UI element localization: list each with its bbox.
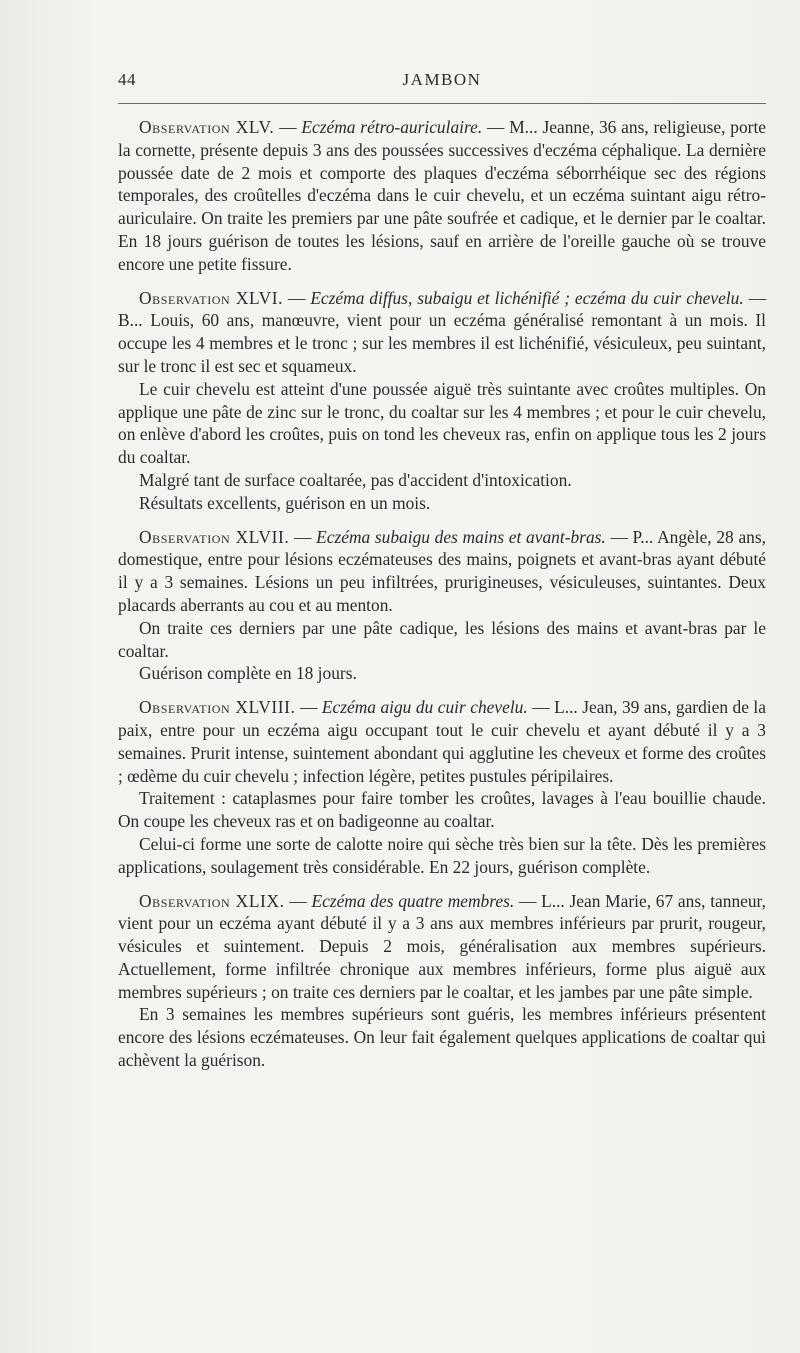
- observation-label: Observation XLVIII.: [139, 697, 296, 718]
- observation-paragraph: Observation XLVII. — Eczéma subaigu des mains et avant-bras. — P... Angèle, 28 ans, domestique, entre pour lésions eczémateuses des mains, poignets et avant-bras ayant débuté il y a 3 semaines. Lésions un peu infiltrées, prurigineuses, vésiculeuses, suintantes. Deux placards aberrants au cou et au menton.: [118, 526, 766, 615]
- observation-paragraph: Observation XLVI. — Eczéma diffus, subaigu et lichénifié ; eczéma du cuir chevelu. — B... Louis, 60 ans, manœuvre, vient pour un eczéma généralisé remontant à un mois. Il occupe les 4 membres et le tronc ; sur les membres il est lichénifié, vésiculeux, peu suintant, sur le tronc il est sec et squameux.: [118, 287, 766, 376]
- observation-text: — L... Jean Marie, 67 ans, tanneur, vient pour un eczéma ayant débuté il y a 3 ans aux membres inférieurs par prurit, rougeur, vésicules et suintement. Depuis 2 mois, généralisation aux membres supérieurs. Actuellement, forme infiltrée chronique aux membres inférieurs, forme plus aiguë aux membres supérieurs ; on traite ces derniers par le coaltar, et les jambes par une pâte simple.: [118, 890, 766, 1002]
- observation-paragraph: On traite ces derniers par une pâte cadique, les lésions des mains et avant-bras par le coaltar.: [118, 617, 766, 661]
- observation-label: Observation XLVII.: [139, 526, 290, 547]
- observation-paragraph: Observation XLV. — Eczéma rétro-auriculaire. — M... Jeanne, 36 ans, religieuse, porte la cornette, présente depuis 3 ans des poussées successives d'eczéma céphalique. La dernière poussée date de 2 mois et comporte des plaques d'eczéma séborrhéique sec des régions temporales, des croûtelles d'eczéma dans le cuir chevelu, et un eczéma suintant aigu rétro-auriculaire. On traite les premiers par une pâte soufrée et cadique, et le dernier par le coaltar. En 18 jours guérison de toutes les lésions, sauf en arrière de l'oreille gauche où se trouve encore une petite fissure.: [118, 117, 767, 274]
- observation-text: — B... Louis, 60 ans, manœuvre, vient pour un eczéma généralisé remontant à un mois. Il occupe les 4 membres et le tronc ; sur les membres il est lichénifié, vésiculeux, peu suintant, sur le tronc il est sec et squameux.: [118, 287, 766, 376]
- observation-paragraph: Observation XLIX. — Eczéma des quatre membres. — L... Jean Marie, 67 ans, tanneur, vient pour un eczéma ayant débuté il y a 3 ans aux membres inférieurs par prurit, rougeur, vésicules et suintement. Depuis 2 mois, généralisation aux membres supérieurs. Actuellement, forme infiltrée chronique aux membres inférieurs, forme plus aiguë aux membres supérieurs ; on traite ces derniers par le coaltar, et les jambes par une pâte simple.: [118, 890, 766, 1002]
- observation-text: — P... Angèle, 28 ans, domestique, entre pour lésions eczémateuses des mains, poignets et avant-bras ayant débuté il y a 3 semaines. Lésions un peu infiltrées, prurigineuses, vésiculeuses, suintantes. Deux placards aberrants au cou et au menton.: [118, 526, 766, 615]
- observation-paragraph: Traitement : cataplasmes pour faire tomber les croûtes, lavages à l'eau bouillie chaude. On coupe les cheveux ras et on badigeonne au coaltar.: [118, 788, 766, 832]
- observation-title: Eczéma diffus, subaigu et lichénifié ; eczéma du cuir chevelu.: [310, 287, 744, 308]
- observation-paragraph: Guérison complète en 18 jours.: [139, 663, 357, 684]
- observation-label: Observation XLVI.: [139, 287, 284, 308]
- observation-label: Observation XLIX.: [139, 890, 285, 911]
- observation-text: — M... Jeanne, 36 ans, religieuse, porte la cornette, présente depuis 3 ans des poussées successives d'eczéma céphalique. La dernière poussée date de 2 mois et comporte des plaques d'eczéma séborrhéique sec des régions temporales, des croûtelles d'eczéma dans le cuir chevelu, et un eczéma suintant aigu rétro-auriculaire. On traite les premiers par une pâte soufrée et cadique, et le dernier par le coaltar. En 18 jours guérison de toutes les lésions, sauf en arrière de l'oreille gauche où se trouve encore une petite fissure.: [118, 117, 767, 274]
- running-head: JAMBON: [402, 70, 482, 89]
- observation-paragraph: Résultats excellents, guérison en un mois.: [139, 492, 431, 513]
- observation-title: Eczéma subaigu des mains et avant-bras.: [316, 526, 606, 547]
- observation-45: [118, 116, 766, 276]
- header-rule: [118, 103, 766, 104]
- observation-48: [118, 696, 766, 878]
- observation-47: [118, 526, 766, 686]
- observation-49: [118, 890, 766, 1072]
- observation-title: Eczéma aigu du cuir chevelu.: [321, 697, 528, 718]
- page-header: [118, 70, 766, 100]
- observation-label: Observation XLV.: [139, 117, 275, 137]
- observation-paragraph: Malgré tant de surface coaltarée, pas d'accident d'intoxication.: [139, 469, 572, 490]
- observation-title: Eczéma des quatre membres.: [311, 890, 515, 911]
- observation-46: [118, 287, 766, 515]
- page-body: [118, 116, 766, 1083]
- observation-paragraph: Observation XLVIII. — Eczéma aigu du cuir chevelu. — L... Jean, 39 ans, gardien de la paix, entre pour un eczéma aigu occupant tout le cuir chevelu et ayant débuté il y a 3 semaines. Prurit intense, suintement abondant qui agglutine les cheveux et forme des croûtes ; œdème du cuir chevelu ; infection légère, petites pustules péripilaires.: [118, 697, 766, 786]
- observation-paragraph: En 3 semaines les membres supérieurs sont guéris, les membres inférieurs présentent encore des lésions eczémateuses. On leur fait également quelques applications de coaltar qui achèvent la guérison.: [118, 1004, 766, 1071]
- observation-text: — L... Jean, 39 ans, gardien de la paix, entre pour un eczéma aigu occupant tout le cuir chevelu et ayant débuté il y a 3 semaines. Prurit intense, suintement abondant qui agglutine les cheveux et forme des croûtes ; œdème du cuir chevelu ; infection légère, petites pustules péripilaires.: [118, 697, 766, 786]
- observation-paragraph: Celui-ci forme une sorte de calotte noire qui sèche très bien sur la tête. Dès les premières applications, soulagement très considérable. En 22 jours, guérison complète.: [118, 833, 766, 877]
- observation-title: Eczéma rétro-auriculaire.: [301, 117, 483, 137]
- observation-paragraph: Le cuir chevelu est atteint d'une poussée aiguë très suintante avec croûtes multiples. On applique une pâte de zinc sur le tronc, du coaltar sur les 4 membres ; et pour le cuir chevelu, on enlève d'abord les croûtes, puis on tond les cheveux ras, enfin on applique tous les 2 jours du coaltar.: [118, 378, 766, 468]
- page-number: 44: [118, 70, 136, 89]
